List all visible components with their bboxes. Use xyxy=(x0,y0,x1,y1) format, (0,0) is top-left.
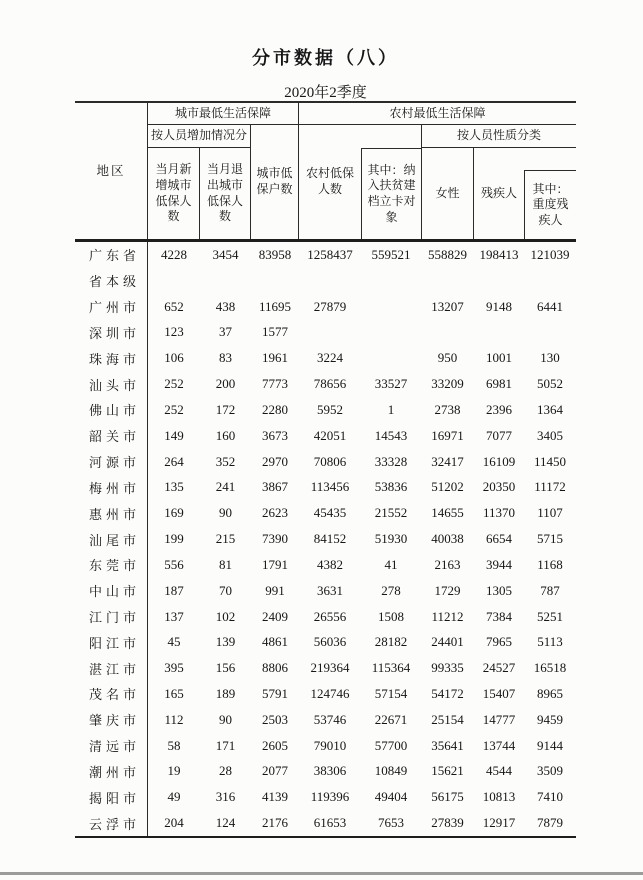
region-cell: 肇庆市 xyxy=(75,707,148,733)
value-cell: 1001 xyxy=(486,350,512,366)
value-cell xyxy=(361,319,421,345)
value-cell: 20350 xyxy=(482,479,516,495)
value-cell: 2605 xyxy=(262,737,288,753)
value-cell: 33527 xyxy=(374,376,408,392)
value-cell: 4861 xyxy=(262,634,288,650)
value-cell xyxy=(200,268,251,294)
value-cell: 83 xyxy=(219,350,232,366)
table-row xyxy=(75,268,576,294)
header-col-urban-households: 城市低保户数 xyxy=(251,125,299,239)
header-col-exited-urban-recipients: 当月退出城市低保人数 xyxy=(200,148,251,239)
value-cell: 241 xyxy=(215,479,236,495)
value-cell: 22671 xyxy=(374,711,408,727)
value-cell: 54172 xyxy=(431,685,464,701)
table-row xyxy=(75,759,576,785)
value-cell: 19 xyxy=(167,763,181,779)
value-cell: 7965 xyxy=(486,634,512,650)
value-cell: 28 xyxy=(219,763,232,779)
value-cell: 5052 xyxy=(537,376,563,392)
value-cell: 33328 xyxy=(374,453,408,469)
value-cell: 11450 xyxy=(533,453,567,469)
value-cell: 78656 xyxy=(313,376,347,392)
value-cell: 1791 xyxy=(262,556,288,572)
value-cell: 70806 xyxy=(313,453,347,469)
table-row xyxy=(75,552,576,578)
value-cell: 160 xyxy=(215,427,236,443)
value-cell: 14543 xyxy=(374,427,408,443)
value-cell: 56175 xyxy=(431,789,464,805)
value-cell: 57154 xyxy=(374,685,408,701)
value-cell: 6981 xyxy=(486,376,512,392)
value-cell: 45 xyxy=(167,634,181,650)
value-cell: 2176 xyxy=(262,815,288,831)
table-row xyxy=(75,655,576,681)
value-cell: 84152 xyxy=(313,531,347,547)
value-cell xyxy=(524,319,576,345)
value-cell xyxy=(474,319,524,345)
region-cell: 揭阳市 xyxy=(75,784,148,810)
value-cell: 11212 xyxy=(431,608,464,624)
value-cell: 79010 xyxy=(313,737,347,753)
value-cell: 58 xyxy=(167,737,181,753)
value-cell: 3631 xyxy=(317,582,343,598)
table-row xyxy=(75,345,576,371)
table-row xyxy=(75,319,576,345)
value-cell: 15407 xyxy=(482,685,516,701)
table-row xyxy=(75,500,576,526)
value-cell: 2409 xyxy=(262,608,288,624)
value-cell: 9148 xyxy=(486,298,512,314)
value-cell: 187 xyxy=(164,582,184,598)
value-cell: 106 xyxy=(164,350,184,366)
value-cell: 27839 xyxy=(431,815,464,831)
value-cell: 81 xyxy=(219,556,232,572)
header-region: 地区 xyxy=(75,103,148,239)
value-cell xyxy=(361,345,421,371)
value-cell: 2396 xyxy=(486,401,512,417)
value-cell: 51930 xyxy=(374,531,408,547)
value-cell xyxy=(148,268,200,294)
value-cell: 1729 xyxy=(434,582,461,598)
value-cell: 171 xyxy=(215,737,236,753)
value-cell: 1364 xyxy=(537,401,563,417)
value-cell: 11695 xyxy=(258,298,292,314)
value-cell: 4544 xyxy=(486,763,512,779)
value-cell: 9144 xyxy=(537,737,563,753)
value-cell: 119396 xyxy=(310,789,350,805)
value-cell: 204 xyxy=(164,815,184,831)
table-row xyxy=(75,242,576,268)
value-cell xyxy=(421,319,474,345)
value-cell xyxy=(524,268,576,294)
value-cell: 2970 xyxy=(262,453,288,469)
table-row xyxy=(75,784,576,810)
region-cell: 广东省 xyxy=(75,242,148,268)
value-cell: 49404 xyxy=(374,789,408,805)
value-cell: 787 xyxy=(540,582,560,598)
value-cell: 7653 xyxy=(378,815,404,831)
table-row xyxy=(75,371,576,397)
table-row xyxy=(75,707,576,733)
region-cell: 佛山市 xyxy=(75,397,148,423)
table-row xyxy=(75,423,576,449)
region-cell: 汕头市 xyxy=(75,371,148,397)
header-group-urban: 城市最低生活保障 xyxy=(148,103,299,125)
value-cell: 1305 xyxy=(486,582,512,598)
value-cell: 1577 xyxy=(262,324,288,340)
table-row xyxy=(75,604,576,630)
value-cell: 130 xyxy=(540,350,560,366)
value-cell: 14655 xyxy=(431,505,464,521)
value-cell: 252 xyxy=(164,376,184,392)
value-cell: 991 xyxy=(265,582,285,598)
value-cell xyxy=(299,319,361,345)
value-cell: 7773 xyxy=(262,376,288,392)
value-cell xyxy=(361,294,421,320)
value-cell: 3944 xyxy=(486,556,512,572)
value-cell: 9459 xyxy=(537,711,563,727)
value-cell: 14777 xyxy=(482,711,516,727)
value-cell: 56036 xyxy=(313,634,347,650)
value-cell: 11370 xyxy=(482,505,516,521)
value-cell: 6654 xyxy=(486,531,512,547)
value-cell: 7879 xyxy=(537,815,563,831)
value-cell: 27879 xyxy=(313,298,347,314)
value-cell: 35641 xyxy=(431,737,464,753)
header-sub-by-change: 按人员增加情况分 xyxy=(148,125,251,148)
value-cell: 556 xyxy=(164,556,184,572)
value-cell xyxy=(421,268,474,294)
region-cell: 深圳市 xyxy=(75,319,148,345)
region-cell: 阳江市 xyxy=(75,629,148,655)
region-cell: 珠海市 xyxy=(75,345,148,371)
region-cell: 东莞市 xyxy=(75,552,148,578)
value-cell: 1 xyxy=(387,401,395,417)
table-row xyxy=(75,681,576,707)
header-col-female: 女性 xyxy=(421,148,474,239)
table-row xyxy=(75,526,576,552)
value-cell: 165 xyxy=(164,685,184,701)
value-cell: 3867 xyxy=(262,479,288,495)
value-cell: 49 xyxy=(167,789,181,805)
value-cell: 61653 xyxy=(313,815,347,831)
region-cell: 河源市 xyxy=(75,449,148,475)
value-cell: 10849 xyxy=(374,763,408,779)
value-cell: 4382 xyxy=(317,556,343,572)
table-row xyxy=(75,449,576,475)
value-cell: 5952 xyxy=(317,401,343,417)
value-cell: 124 xyxy=(215,815,236,831)
header-col-rural-recipients: 农村低保人数 xyxy=(305,166,354,196)
page-subtitle: 2020年2季度 xyxy=(284,85,367,101)
value-cell: 200 xyxy=(215,376,236,392)
value-cell: 90 xyxy=(219,711,232,727)
value-cell: 438 xyxy=(215,298,236,314)
table-header xyxy=(75,101,576,242)
value-cell: 558829 xyxy=(428,246,467,262)
value-cell: 42051 xyxy=(313,427,347,443)
value-cell: 7390 xyxy=(262,531,288,547)
value-cell: 1508 xyxy=(378,608,404,624)
value-cell: 3673 xyxy=(262,427,288,443)
value-cell: 278 xyxy=(381,582,401,598)
value-cell: 1107 xyxy=(537,505,563,521)
value-cell: 395 xyxy=(164,660,184,676)
value-cell: 199 xyxy=(164,531,184,547)
value-cell: 1961 xyxy=(262,350,288,366)
value-cell: 652 xyxy=(164,298,184,314)
region-cell: 清远市 xyxy=(75,733,148,759)
value-cell: 16971 xyxy=(431,427,464,443)
value-cell: 33209 xyxy=(431,376,464,392)
value-cell: 57700 xyxy=(374,737,408,753)
region-cell: 韶关市 xyxy=(75,423,148,449)
value-cell: 6441 xyxy=(537,298,563,314)
table-body xyxy=(75,242,576,838)
region-cell: 中山市 xyxy=(75,578,148,604)
value-cell: 950 xyxy=(437,350,458,366)
region-cell: 湛江市 xyxy=(75,655,148,681)
value-cell: 3405 xyxy=(537,427,563,443)
value-cell: 121039 xyxy=(530,246,570,262)
value-cell: 25154 xyxy=(431,711,464,727)
value-cell: 45435 xyxy=(313,505,347,521)
value-cell: 113456 xyxy=(310,479,350,495)
value-cell: 112 xyxy=(164,711,184,727)
value-cell: 198413 xyxy=(479,246,519,262)
value-cell: 189 xyxy=(215,685,236,701)
value-cell: 156 xyxy=(215,660,236,676)
value-cell: 53836 xyxy=(374,479,408,495)
value-cell: 13207 xyxy=(431,298,464,314)
value-cell: 53746 xyxy=(313,711,347,727)
value-cell xyxy=(361,268,421,294)
value-cell: 102 xyxy=(215,608,236,624)
value-cell: 3454 xyxy=(212,246,239,262)
value-cell: 252 xyxy=(164,401,184,417)
value-cell: 16518 xyxy=(533,660,567,676)
value-cell: 2280 xyxy=(262,401,288,417)
value-cell: 51202 xyxy=(431,479,464,495)
value-cell xyxy=(474,268,524,294)
value-cell: 2077 xyxy=(262,763,288,779)
value-cell: 169 xyxy=(164,505,184,521)
value-cell: 2738 xyxy=(434,401,461,417)
value-cell: 135 xyxy=(164,479,184,495)
value-cell: 12917 xyxy=(482,815,516,831)
region-cell: 惠州市 xyxy=(75,500,148,526)
value-cell: 40038 xyxy=(431,531,464,547)
value-cell: 24401 xyxy=(431,634,464,650)
value-cell: 7410 xyxy=(537,789,563,805)
value-cell: 24527 xyxy=(482,660,516,676)
value-cell: 5715 xyxy=(537,531,563,547)
header-col-severely-disabled: 其中：重度残疾人 xyxy=(524,170,576,239)
page-bottom-edge-line xyxy=(0,872,643,875)
value-cell: 139 xyxy=(215,634,236,650)
data-table xyxy=(75,101,576,838)
page-title: 分市数据（八） xyxy=(252,48,399,68)
value-cell: 149 xyxy=(164,427,184,443)
region-cell: 梅州市 xyxy=(75,474,148,500)
value-cell: 264 xyxy=(164,453,184,469)
region-cell: 潮州市 xyxy=(75,759,148,785)
value-cell: 3509 xyxy=(537,763,563,779)
value-cell: 172 xyxy=(215,401,236,417)
value-cell: 5251 xyxy=(537,608,563,624)
value-cell: 26556 xyxy=(313,608,347,624)
value-cell: 4139 xyxy=(262,789,288,805)
value-cell: 15621 xyxy=(431,763,464,779)
region-cell: 江门市 xyxy=(75,604,148,630)
header-group-rural: 农村最低生活保障 xyxy=(299,103,576,125)
table-row xyxy=(75,733,576,759)
value-cell: 7077 xyxy=(486,427,512,443)
value-cell: 8806 xyxy=(262,660,288,676)
value-cell: 3224 xyxy=(317,350,343,366)
value-cell: 83958 xyxy=(258,246,292,262)
header-col-poverty-registered: 其中：纳入扶贫建档立卡对象 xyxy=(361,148,421,239)
value-cell: 16109 xyxy=(482,453,516,469)
header-sub-by-type: 按人员性质分类 xyxy=(421,125,576,148)
value-cell: 5791 xyxy=(262,685,288,701)
value-cell: 352 xyxy=(215,453,236,469)
value-cell: 38306 xyxy=(313,763,347,779)
value-cell: 28182 xyxy=(374,634,408,650)
value-cell: 21552 xyxy=(374,505,408,521)
region-cell: 广州市 xyxy=(75,294,148,320)
value-cell: 124746 xyxy=(310,685,350,701)
value-cell: 2503 xyxy=(262,711,288,727)
value-cell: 4228 xyxy=(161,246,187,262)
value-cell: 1168 xyxy=(537,556,563,572)
value-cell: 215 xyxy=(215,531,236,547)
value-cell: 8965 xyxy=(537,685,563,701)
value-cell xyxy=(251,268,299,294)
table-row xyxy=(75,474,576,500)
value-cell: 11172 xyxy=(534,479,566,495)
table-row xyxy=(75,629,576,655)
value-cell: 10813 xyxy=(482,789,516,805)
region-cell: 省本级 xyxy=(75,268,148,294)
value-cell: 137 xyxy=(164,608,184,624)
value-cell: 13744 xyxy=(482,737,516,753)
value-cell: 37 xyxy=(219,324,232,340)
value-cell: 90 xyxy=(219,505,232,521)
value-cell: 316 xyxy=(215,789,236,805)
value-cell: 5113 xyxy=(537,634,563,650)
value-cell: 2623 xyxy=(262,505,288,521)
value-cell: 32417 xyxy=(431,453,464,469)
value-cell: 123 xyxy=(164,324,184,340)
value-cell xyxy=(299,268,361,294)
header-col-new-urban-recipients: 当月新增城市低保人数 xyxy=(148,148,200,239)
table-row xyxy=(75,397,576,423)
region-cell: 汕尾市 xyxy=(75,526,148,552)
region-cell: 云浮市 xyxy=(75,810,148,836)
value-cell: 70 xyxy=(219,582,232,598)
region-cell: 茂名市 xyxy=(75,681,148,707)
header-col-disabled: 残疾人 xyxy=(480,185,517,200)
value-cell: 115364 xyxy=(371,660,411,676)
value-cell: 1258437 xyxy=(307,246,353,262)
value-cell: 99335 xyxy=(431,660,464,676)
table-row xyxy=(75,810,576,836)
value-cell: 219364 xyxy=(310,660,350,676)
value-cell: 41 xyxy=(384,556,398,572)
value-cell: 559521 xyxy=(371,246,411,262)
table-row xyxy=(75,294,576,320)
value-cell: 7384 xyxy=(486,608,512,624)
table-row xyxy=(75,578,576,604)
value-cell: 2163 xyxy=(434,556,461,572)
